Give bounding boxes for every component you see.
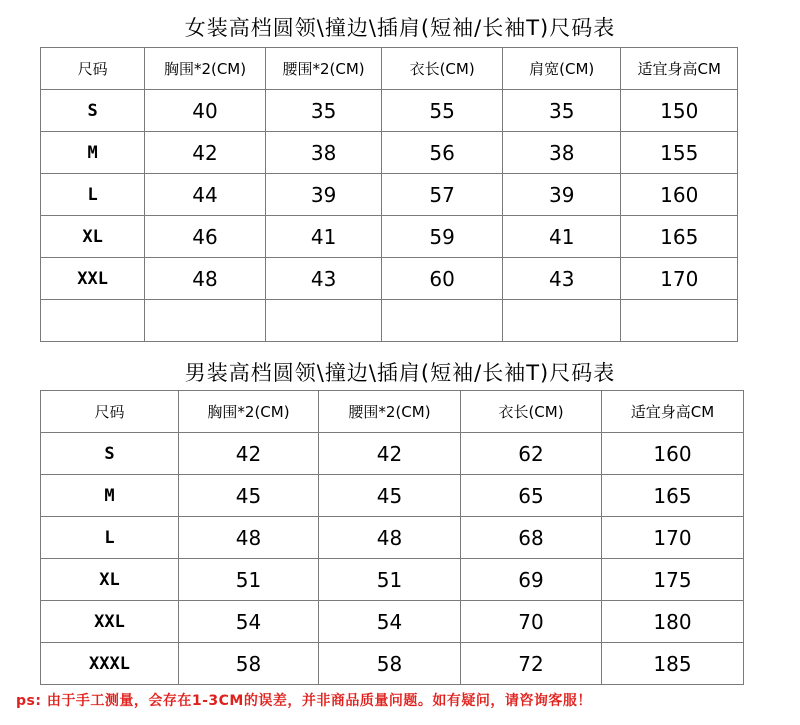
women-size-chart-title: 女装高档圆领\撞边\插肩(短袖/长袖T)尺码表 xyxy=(184,16,616,40)
chest-cell: 42 xyxy=(145,132,266,174)
shoulder-cell: 35 xyxy=(502,90,621,132)
waist-cell: 38 xyxy=(265,132,382,174)
waist-cell: 54 xyxy=(319,601,461,643)
height-cell: 170 xyxy=(621,258,738,300)
waist-cell: 51 xyxy=(319,559,461,601)
table-header-row xyxy=(41,391,744,433)
men-size-table xyxy=(40,390,744,685)
waist-cell: 43 xyxy=(265,258,382,300)
chest-cell: 54 xyxy=(179,601,319,643)
chest-cell: 46 xyxy=(145,216,266,258)
table-row xyxy=(41,174,738,216)
height-cell: 150 xyxy=(621,90,738,132)
measurement-disclaimer: ps: 由于手工测量，会存在1-3CM的误差，并非商品质量问题。如有疑问，请咨询客服！ xyxy=(16,693,592,709)
chest-cell: 48 xyxy=(145,258,266,300)
waist-cell: 39 xyxy=(265,174,382,216)
length-cell: 56 xyxy=(382,132,503,174)
header-height: 适宜身高CM xyxy=(602,391,744,433)
size-cell: M xyxy=(41,475,179,517)
waist-cell: 45 xyxy=(319,475,461,517)
size-cell: S xyxy=(41,433,179,475)
waist-cell: 41 xyxy=(265,216,382,258)
shoulder-cell: 41 xyxy=(502,216,621,258)
length-cell: 59 xyxy=(382,216,503,258)
chest-cell: 48 xyxy=(179,517,319,559)
waist-cell: 48 xyxy=(319,517,461,559)
size-cell xyxy=(41,300,145,342)
table-row-empty xyxy=(41,300,738,342)
chest-cell: 51 xyxy=(179,559,319,601)
table-row xyxy=(41,216,738,258)
header-size: 尺码 xyxy=(41,48,145,90)
size-cell: L xyxy=(41,517,179,559)
height-cell: 160 xyxy=(621,174,738,216)
size-cell: XXL xyxy=(41,601,179,643)
header-length: 衣长(CM) xyxy=(461,391,602,433)
shoulder-cell: 39 xyxy=(502,174,621,216)
table-row xyxy=(41,132,738,174)
length-cell xyxy=(382,300,503,342)
waist-cell: 35 xyxy=(265,90,382,132)
chest-cell xyxy=(145,300,266,342)
table-row xyxy=(41,475,744,517)
header-height: 适宜身高CM xyxy=(621,48,738,90)
header-waist: 腰围*2(CM) xyxy=(265,48,382,90)
size-cell: L xyxy=(41,174,145,216)
header-shoulder: 肩宽(CM) xyxy=(502,48,621,90)
table-header-row xyxy=(41,48,738,90)
header-waist: 腰围*2(CM) xyxy=(319,391,461,433)
height-cell: 170 xyxy=(602,517,744,559)
length-cell: 55 xyxy=(382,90,503,132)
length-cell: 62 xyxy=(461,433,602,475)
size-cell: XL xyxy=(41,216,145,258)
waist-cell: 42 xyxy=(319,433,461,475)
chest-cell: 40 xyxy=(145,90,266,132)
men-size-chart-title: 男装高档圆领\撞边\插肩(短袖/长袖T)尺码表 xyxy=(184,361,616,385)
size-cell: S xyxy=(41,90,145,132)
table-row xyxy=(41,517,744,559)
table-row xyxy=(41,258,738,300)
waist-cell: 58 xyxy=(319,643,461,685)
chest-cell: 42 xyxy=(179,433,319,475)
height-cell: 180 xyxy=(602,601,744,643)
shoulder-cell: 38 xyxy=(502,132,621,174)
header-length: 衣长(CM) xyxy=(382,48,503,90)
shoulder-cell: 43 xyxy=(502,258,621,300)
chest-cell: 58 xyxy=(179,643,319,685)
height-cell: 160 xyxy=(602,433,744,475)
length-cell: 70 xyxy=(461,601,602,643)
header-chest: 胸围*2(CM) xyxy=(145,48,266,90)
length-cell: 72 xyxy=(461,643,602,685)
height-cell: 185 xyxy=(602,643,744,685)
height-cell: 165 xyxy=(602,475,744,517)
table-row xyxy=(41,433,744,475)
shoulder-cell xyxy=(502,300,621,342)
height-cell: 155 xyxy=(621,132,738,174)
table-row xyxy=(41,559,744,601)
chest-cell: 44 xyxy=(145,174,266,216)
waist-cell xyxy=(265,300,382,342)
length-cell: 68 xyxy=(461,517,602,559)
chest-cell: 45 xyxy=(179,475,319,517)
table-row xyxy=(41,90,738,132)
size-cell: XL xyxy=(41,559,179,601)
header-chest: 胸围*2(CM) xyxy=(179,391,319,433)
length-cell: 65 xyxy=(461,475,602,517)
table-row xyxy=(41,643,744,685)
length-cell: 57 xyxy=(382,174,503,216)
size-cell: XXL xyxy=(41,258,145,300)
size-cell: M xyxy=(41,132,145,174)
table-row xyxy=(41,601,744,643)
height-cell xyxy=(621,300,738,342)
men-table-body xyxy=(41,391,744,685)
size-cell: XXXL xyxy=(41,643,179,685)
height-cell: 165 xyxy=(621,216,738,258)
length-cell: 60 xyxy=(382,258,503,300)
women-size-table xyxy=(40,47,738,342)
women-table-body xyxy=(41,48,738,342)
height-cell: 175 xyxy=(602,559,744,601)
header-size: 尺码 xyxy=(41,391,179,433)
length-cell: 69 xyxy=(461,559,602,601)
